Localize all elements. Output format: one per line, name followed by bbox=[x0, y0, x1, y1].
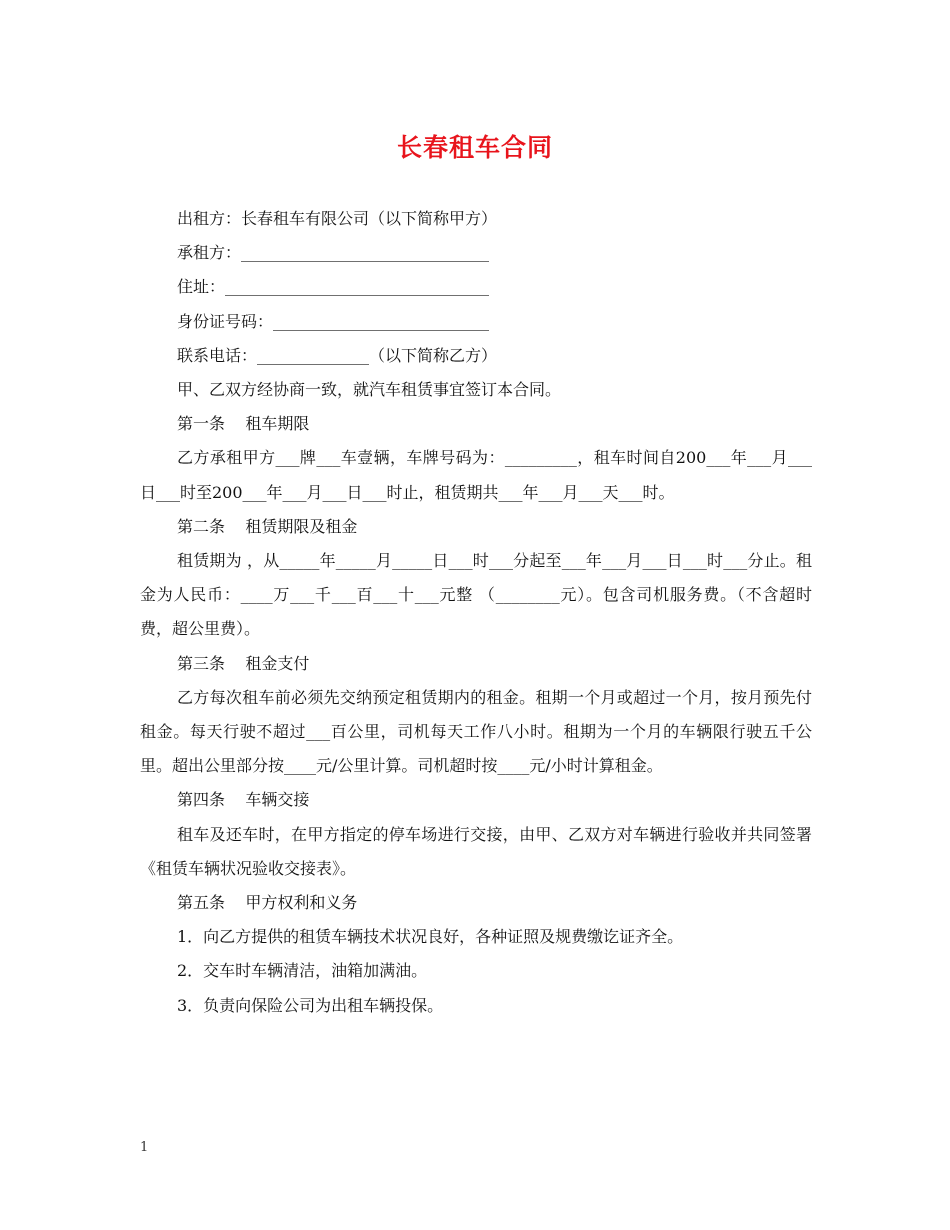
article-4-text: 租车及还车时，在甲方指定的停车场进行交接，由甲、乙双方对车辆进行验收并共同签署《租赁车辆状况验收交接表》。 bbox=[140, 824, 812, 878]
article-3-text: 乙方每次租车前必须先交纳预定租赁期内的租金。租期一个月或超过一个月，按月预先付租金。每天行驶不超过___百公里，司机每天工作八小时。租期为一个月的车辆限行驶五千公里。超出公里部分按____元/公里计算。司机超时按____元/小时计算租金。 bbox=[140, 687, 812, 776]
id-number-line: 身份证号码：___________________________ bbox=[177, 311, 490, 331]
lessee-line: 承租方：_______________________________ bbox=[177, 243, 490, 263]
lessor-line: 出租方：长春租车有限公司（以下简称甲方） bbox=[177, 209, 498, 228]
address-line: 住址：_________________________________ bbox=[177, 277, 490, 297]
article-1-text: 乙方承租甲方___牌___车壹辆，车牌号码为：_________，租车时间自200___年___月___日___时至200___年___月___日___时止，租赁期共___年___月___天___时。 bbox=[140, 448, 812, 502]
article-5-item-2: 2．交车时车辆清洁，油箱加满油。 bbox=[177, 961, 428, 981]
article-5-heading: 第五条 甲方权利和义务 bbox=[177, 893, 358, 913]
phone-line: 联系电话：______________（以下简称乙方） bbox=[177, 345, 498, 365]
document-body bbox=[140, 202, 812, 1023]
article-1-heading: 第一条 租车期限 bbox=[177, 414, 310, 434]
article-2-heading: 第二条 租赁期限及租金 bbox=[177, 516, 358, 536]
article-5-item-3: 3．负责向保险公司为出租车辆投保。 bbox=[177, 995, 444, 1015]
document-title: 长春租车合同 bbox=[396, 133, 553, 162]
page-number: 1 bbox=[140, 1140, 149, 1155]
article-2-text: 租赁期为 ，从_____年_____月_____日___时___分起至___年___月___日___时___分止。租金为人民币：____万___千___百___十___元整 （________元）。包含司机服务费。（不含超时费，超公里费）。 bbox=[140, 551, 812, 639]
article-5-item-1: 1．向乙方提供的租赁车辆技术状况良好，各种证照及规费缴讫证齐全。 bbox=[177, 927, 684, 947]
agreement-intro: 甲、乙双方经协商一致，就汽车租赁事宜签订本合同。 bbox=[177, 380, 562, 400]
article-4-heading: 第四条 车辆交接 bbox=[177, 790, 310, 810]
article-3-heading: 第三条 租金支付 bbox=[177, 653, 310, 673]
